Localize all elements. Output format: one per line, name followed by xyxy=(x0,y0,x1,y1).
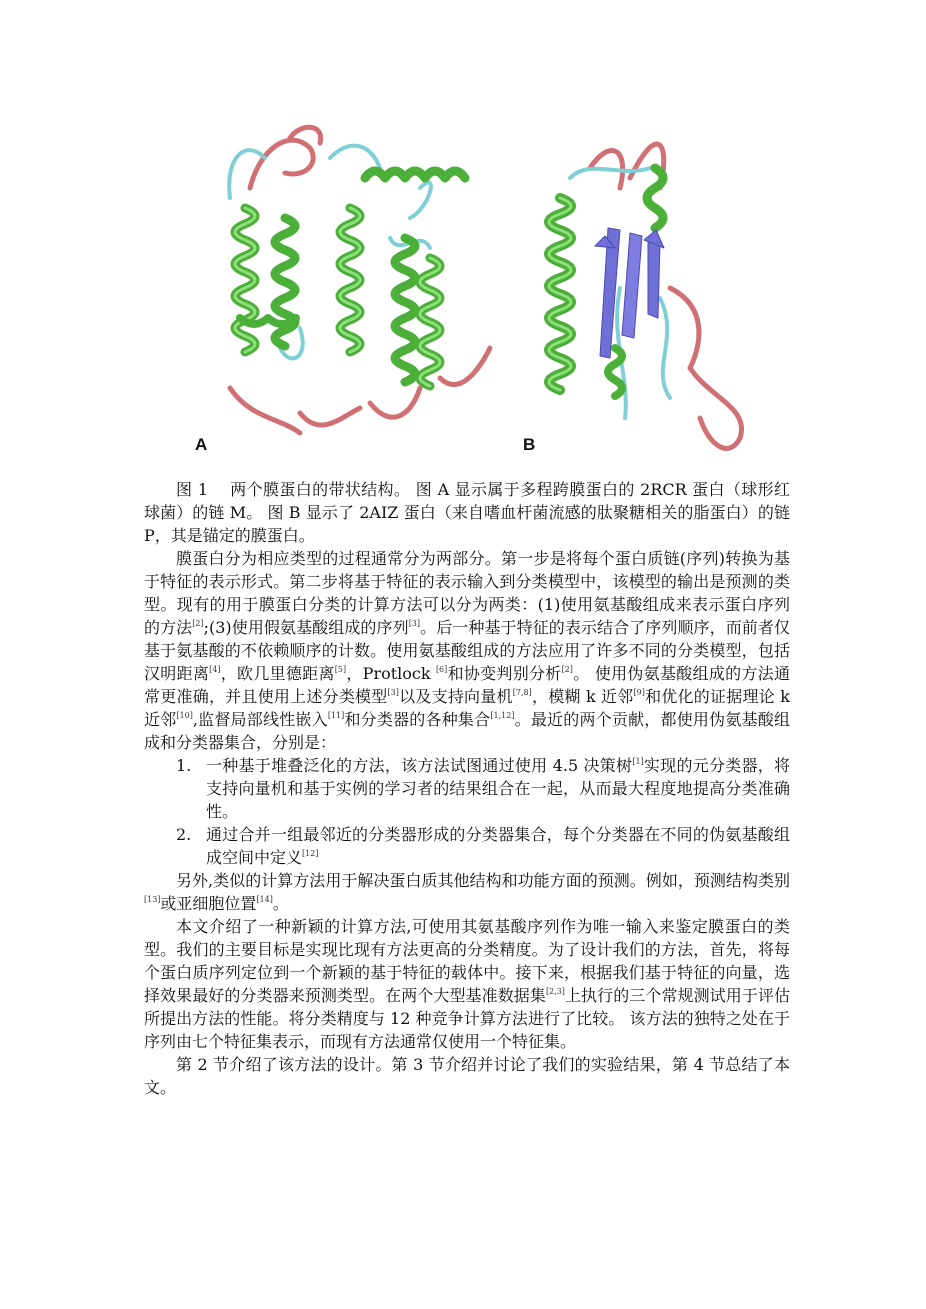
panel-a-structure xyxy=(229,127,490,433)
paragraph-intro: 膜蛋白分为相应类型的过程通常分为两部分。第一步是将每个蛋白质链(序列)转换为基于特征的表示形式。第二步将基于特征的表示输入到分类模型中，该模型的输出是预测的类型。现有的用于膜蛋白分类的计算方法可以分为两类：(1)使用氨基酸组成来表示蛋白序列的方法[2];(3)使用假氨基酸组成的序列[3]。后一种基于特征的表示结合了序列顺序，而前者仅基于氨基酸的不依赖顺序的计数。使用氨基酸组成的方法应用了许多不同的分类模型，包括汉明距离[4]，欧几里德距离[5]，Protlock [6]和协变判别分析[2]。 使用伪氨基酸组成的方法通常更准确，并且使用上述分类模型[3]以及支持向量机[7,8]，模糊 k 近邻[9]和优化的证据理论 k 近邻[10],监督局部线性嵌入[11]和分类器的各种集合[1,12]。最近的两个贡献，都使用伪氨基酸组成和分类器集合，分别是： xyxy=(144,549,790,752)
citation: [3] xyxy=(408,619,421,628)
figure-caption-text: 图 1 两个膜蛋白的带状结构。 图 A 显示属于多程跨膜蛋白的 2RCR 蛋白（球形红球菌）的链 M。 图 B 显示了 2AIZ 蛋白（来自嗜血杆菌流感的肽聚糖相关的脂蛋白）的链 P，其是锚定的膜蛋白。 xyxy=(144,480,790,545)
citation: [2] xyxy=(561,665,573,674)
paragraph-outline: 第 2 节介绍了该方法的设计。第 3 节介绍并讨论了我们的实验结果，第 4 节总结了本文。 xyxy=(144,1055,790,1097)
panel-a-label: A xyxy=(195,435,208,454)
citation: [11] xyxy=(327,711,345,720)
citation: [7,8] xyxy=(512,688,532,697)
panel-b-label: B xyxy=(523,435,536,454)
citation: [13] xyxy=(144,895,161,904)
citation: [5] xyxy=(334,665,347,674)
citation: [6] xyxy=(435,665,448,674)
panel-b-structure xyxy=(549,144,742,448)
citation: [2,3] xyxy=(545,987,565,996)
paragraph-method: 本文介绍了一种新颖的计算方法,可使用其氨基酸序列作为唯一输入来鉴定膜蛋白的类型。我们的主要目标是实现比现有方法更高的分类精度。为了设计我们的方法，首先，将每个蛋白质序列定位到一个新颖的基于特征的载体中。接下来，根据我们基于特征的向量，选择效果最好的分类器来预测类型。在两个大型基准数据集[2,3]上执行的三个常规测试用于评估所提出方法的性能。将分类精度与 12 种竞争计算方法进行了比较。 该方法的独特之处在于序列由七个特征集表示，而现有方法通常仅使用一个特征集。 xyxy=(144,917,790,1051)
citation: [12] xyxy=(302,849,319,858)
protein-ribbon-figure xyxy=(190,118,750,463)
list-item: 1. 一种基于堆叠泛化的方法，该方法试图通过使用 4.5 决策树[1]实现的元分类器，将支持向量机和基于实例的学习者的结果组合在一起，从而最大程度地提高分类准确性。 xyxy=(176,756,790,821)
body-text xyxy=(144,547,790,1099)
citation: [14] xyxy=(256,895,273,904)
ribbon-structures-image xyxy=(190,118,750,463)
citation: [1] xyxy=(632,757,644,766)
figure-caption xyxy=(144,478,790,547)
citation: [4] xyxy=(209,665,221,674)
paragraph-related: 另外,类似的计算方法用于解决蛋白质其他结构和功能方面的预测。例如，预测结构类别[13]或亚细胞位置[14]。 xyxy=(144,871,790,913)
citation: [3] xyxy=(387,688,399,697)
contribution-list xyxy=(144,754,790,869)
citation: [10] xyxy=(176,711,193,720)
citation: [1,12] xyxy=(490,711,515,720)
list-item: 2. 通过合并一组最邻近的分类器形成的分类器集合，每个分类器在不同的伪氨基酸组成空间中定义[12] xyxy=(176,825,790,867)
citation: [2] xyxy=(192,619,204,628)
citation: [9] xyxy=(633,688,645,697)
